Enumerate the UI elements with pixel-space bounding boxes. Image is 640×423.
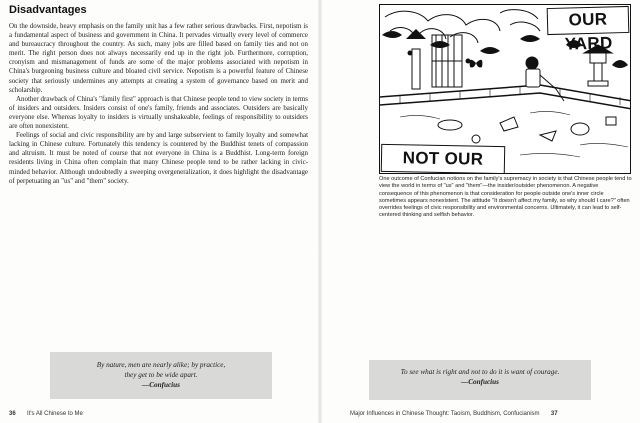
quote-box-right bbox=[369, 360, 591, 400]
page-number: 37 bbox=[550, 411, 558, 417]
quote-box-left bbox=[50, 352, 272, 399]
section-heading: Disadvantages bbox=[9, 4, 87, 16]
leaf-shape bbox=[382, 31, 402, 38]
running-title: Major Influences in Chinese Thought: Taoism, Buddhism, Confucianism bbox=[350, 411, 540, 417]
paragraph: Another drawback of China's "family first" approach is that Chinese people tend to view society in terms of insiders and outsiders. Insiders consist of one's family, friends and associates. Outsiders are basically everyone else. Whereas loyalty to insiders is virtually unshakeable, feelings of responsibility to outsiders are often nonexistent. bbox=[9, 94, 308, 131]
garden-gate bbox=[432, 35, 462, 87]
wall-bottom bbox=[380, 93, 631, 109]
paragraph: Feelings of social and civic responsibility are by and large subservient to family loyalty and somewhat lacking in Chinese culture. Fortunately this tendency is countered by the Buddhist tenets of compassion and altruism. It must be noted of course that not everyone in China is a Buddhist. Long-term foreign residents living in China often complain that many Chinese people tend to be rather lacking in civic-minded behavior. Although undoubtedly a sweeping overgeneralization, it does highlight the disadvantage of perpetuating an "us" and "them" society. bbox=[9, 131, 308, 185]
tree-trunk bbox=[412, 49, 420, 89]
cartoon-illustration bbox=[379, 4, 631, 174]
running-title: It's All Chinese to Me bbox=[27, 411, 83, 417]
butterfly-icon bbox=[470, 60, 483, 68]
litter bbox=[438, 117, 616, 143]
illustration-caption: One outcome of Confucian notions on the family's supremacy in society is that Chinese people tend to view the world in terms of "us" and "them"—the insider/outsider phenomenon. A negative consequence of this phenomenon is that consideration for people outside one's inner circle sometimes appears nonexistent. The attitude "It doesn't affect my family, so why should I care?" often overrides feelings of civic responsibility and environmental concerns. Ultimately, it can lead to self-centered thinking and selfish behavior. bbox=[379, 176, 632, 219]
page-number: 36 bbox=[9, 411, 16, 417]
paragraph: On the downside, heavy emphasis on the family unit has a few rather serious drawbacks. First, nepotism is a fundamental aspect of business and government in China. It pervades virtually every level of commerce and bureaucracy throughout the country. As such, many jobs are filled based on family ties and not on merit. The right person does not always necessarily end up in the right job. Furthermore, corruption, cronyism and mismanagement of funds are some of the major problems associated with nepotism in China's burgeoning business culture and bloated civil service. Nepotism is a powerful feature of Chinese society that seriously undermines any attempts at creating a system of governance based on merit and scholarship. bbox=[9, 22, 308, 94]
quote-attribution: —Confucius bbox=[461, 378, 499, 386]
right-footer bbox=[350, 411, 558, 417]
quote-attribution: —Confucius bbox=[142, 381, 180, 389]
body-text bbox=[9, 22, 308, 186]
left-footer bbox=[9, 411, 83, 417]
page-gutter bbox=[318, 0, 322, 423]
quote-line: To see what is right and not to do it is want of courage. bbox=[400, 368, 560, 376]
quote-line: By nature, men are nearly alike; by practice, bbox=[96, 361, 226, 369]
our-yard-sign: OUR YARD bbox=[547, 6, 630, 35]
quote-line: they get to be wide apart. bbox=[124, 371, 198, 379]
not-our-yard-sign: NOT OUR bbox=[381, 144, 505, 174]
